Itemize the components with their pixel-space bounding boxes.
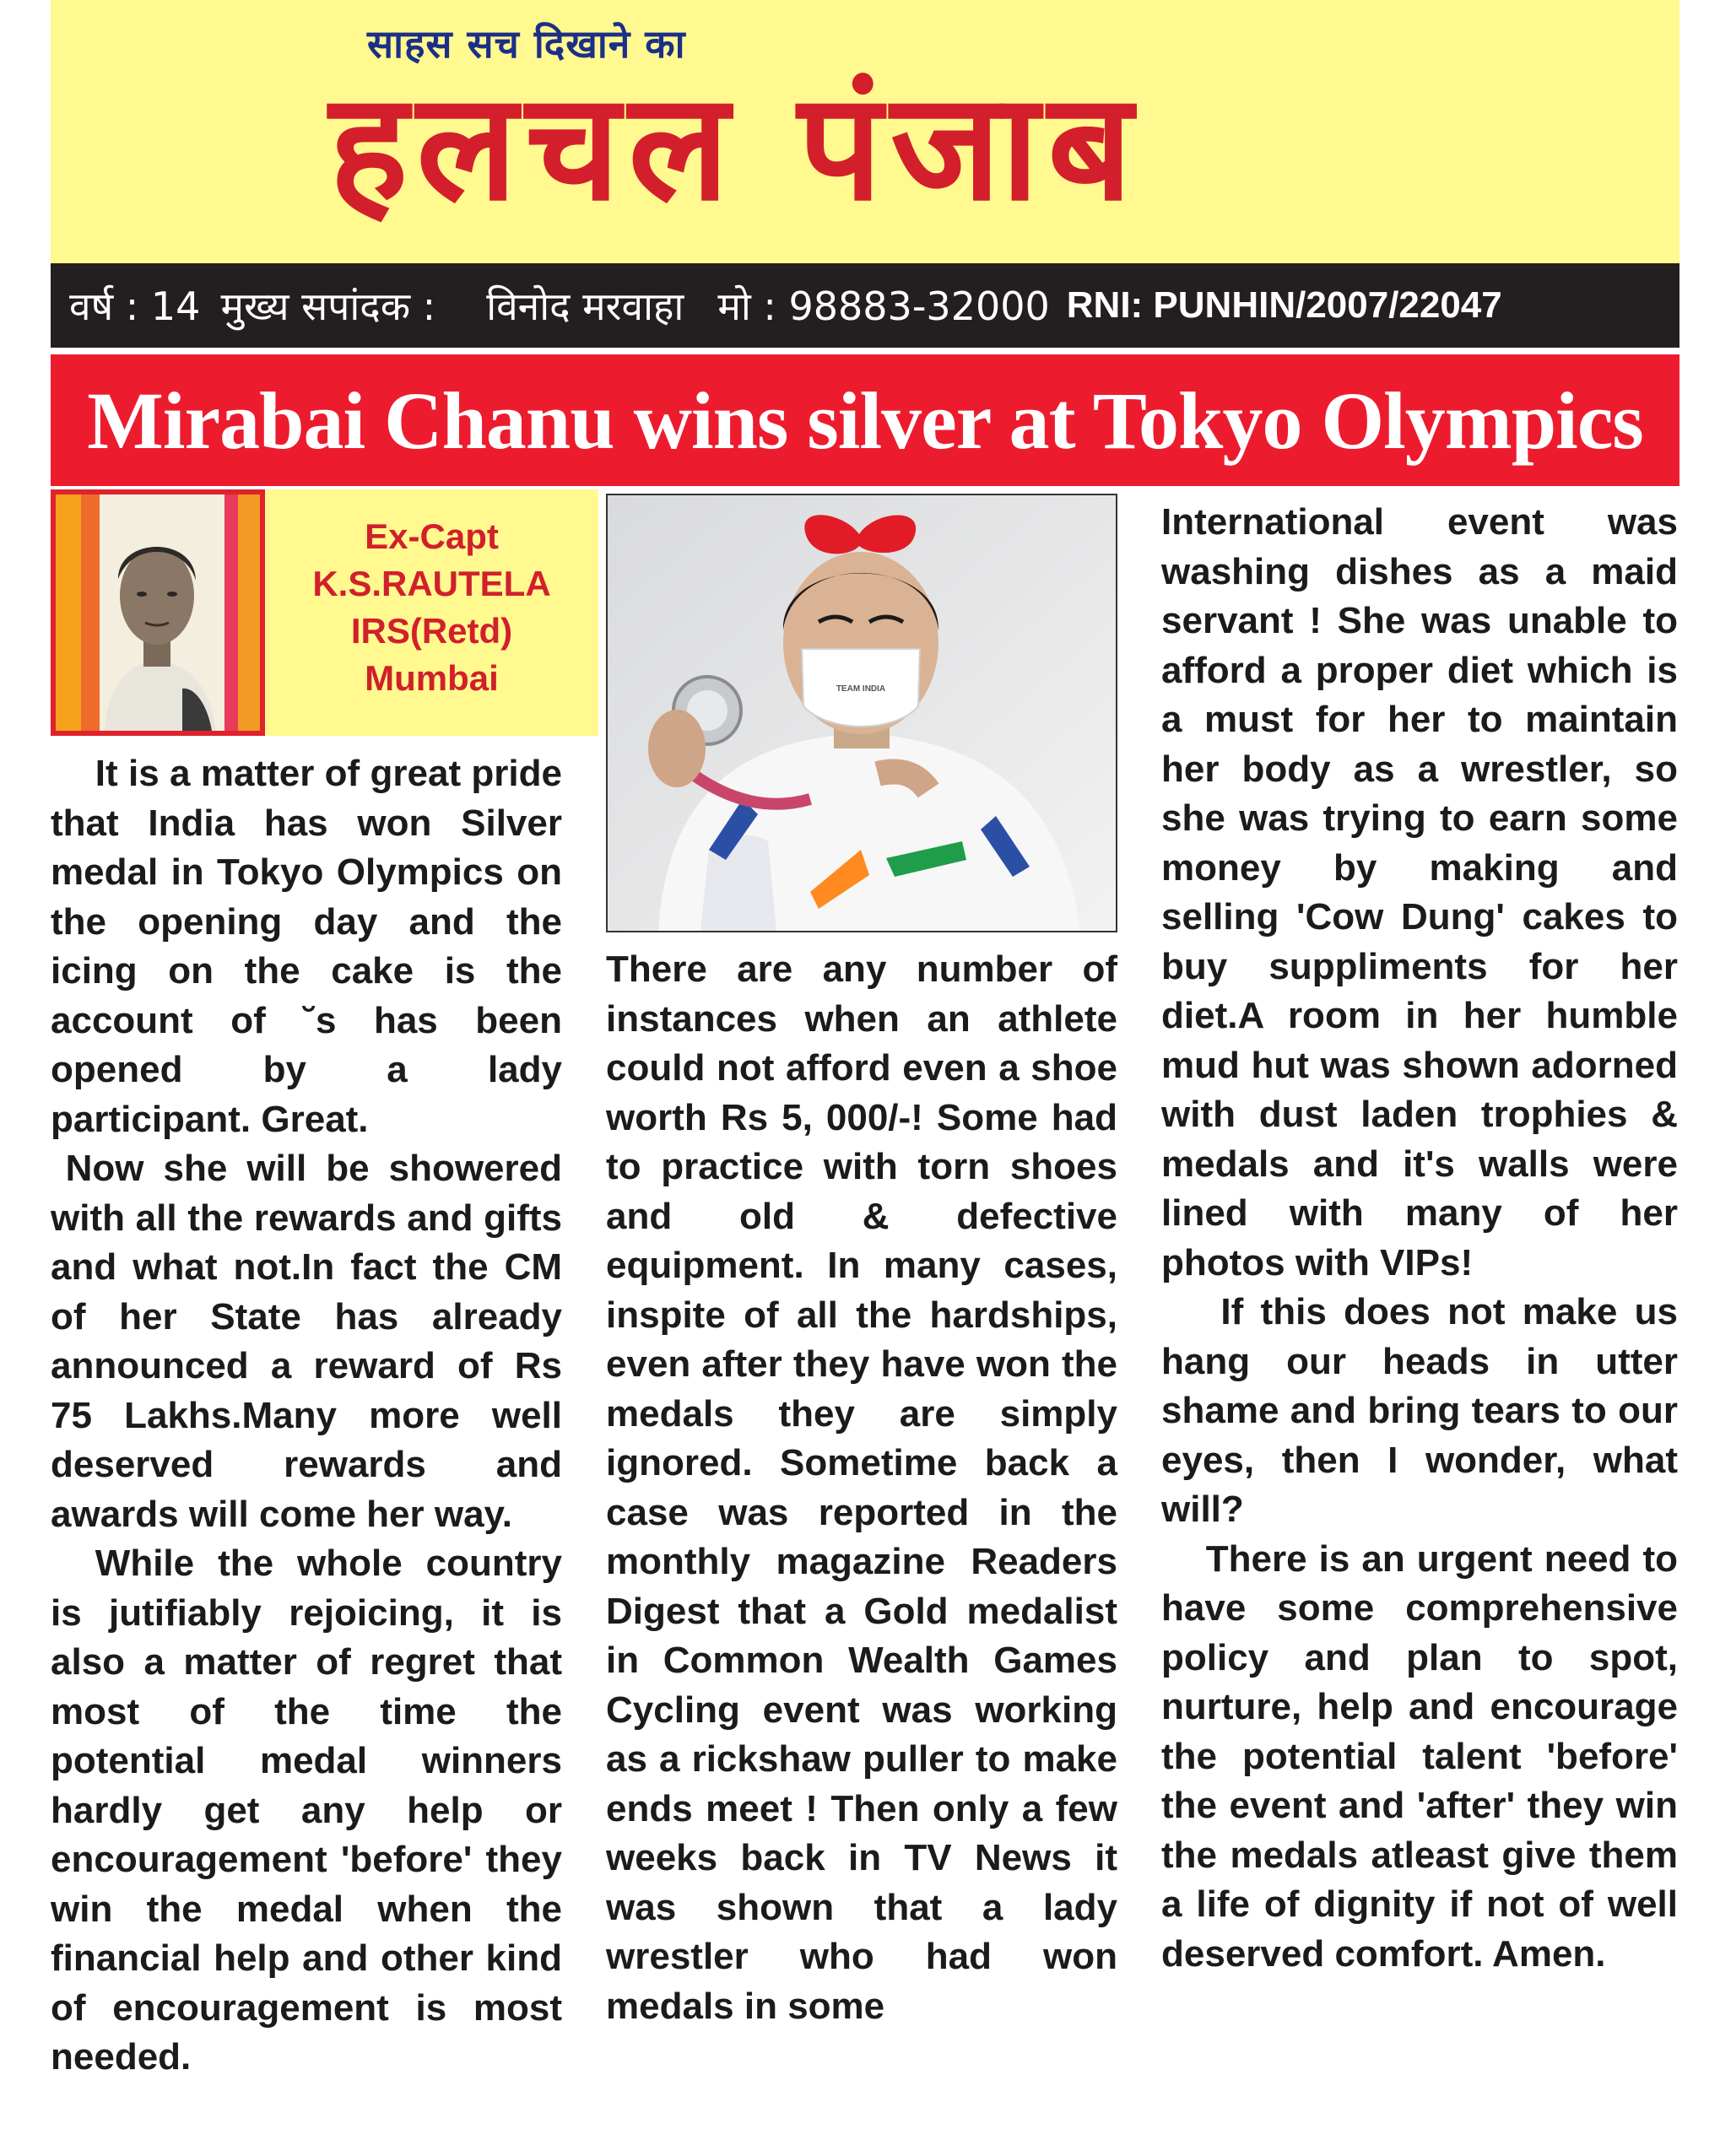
article-column-2 [606,945,1117,2031]
article-paragraph: Now she will be showered with all the rewards and gifts and what not.In fact the CM of her State has already announced a reward of Rs 75 Lakhs.Many more well deserved rewards and awards will come her way. [51,1148,562,1535]
athlete-photo-icon [608,495,1116,931]
tagline: साहस सच दिखाने का [367,21,686,67]
author-credit [265,489,598,736]
author-title: Ex-Capt [365,516,499,556]
newspaper-title: हलचल पंजाब [329,61,1141,234]
article-paragraph: There are any number of instances when an athlete could not afford even a shoe worth Rs 5, 000/-! Some had to practice with torn shoes and old & defective equipment. In many cases, inspite of all the hardships, even after they have won the medals they are simply ignored. Sometime back a case was reported in the monthly magazine Readers Digest that a Gold medalist in Common Wealth Games Cycling event was working as a rickshaw puller to make ends meet ! Then only a few weeks back in TV News it was shown that a lady wrestler who had won medals in some [606,948,1117,2027]
year-label: वर्ष : 14 [69,284,201,329]
headline: Mirabai Chanu wins silver at Tokyo Olympics [51,354,1679,486]
editor-name: विनोद मरवाहा [486,284,684,329]
article-paragraph: International event was washing dishes as a maid servant ! She was unable to afford a proper diet which is a must for her to maintain her body as a wrestler, so she was trying to earn some money by making and selling 'Cow Dung' cakes to buy suppliments for her diet.A room in her humble mud hut was shown adorned with dust laden trophies & medals and it's walls were lined with many of her photos with VIPs! [1161,501,1678,1283]
masthead [51,0,1679,263]
article-paragraph: If this does not make us hang our heads in utter shame and bring tears to our eyes, then I wonder, what will? [1161,1291,1678,1530]
rni-number: RNI: PUNHIN/2007/22047 [1066,284,1502,326]
article-paragraph: There is an urgent need to have some comprehensive policy and plan to spot, nurture, help and encourage the potential talent 'before' the event and 'after' they win the medals atleast give them a life of dignity if not of well deserved comfort. Amen. [1161,1537,1678,1975]
article-column-1 [51,749,562,2083]
article-column-3 [1161,498,1678,1979]
article-paragraph: It is a matter of great pride that India has won Silver medal in Tokyo Olympics on the opening day and the icing on the cake is the account of ˘s has been opened by a lady participant. Great. [51,753,562,1140]
author-designation: IRS(Retd) [350,611,513,651]
article-paragraph: While the whole country is jutifiably rejoicing, it is also a matter of regret that most of the time the potential medal winners hardly get any help or encouragement 'before' they win the medal when the financial help and other kind of encouragement is most needed. [51,1543,562,2078]
info-bar [51,263,1679,348]
svg-text:TEAM INDIA: TEAM INDIA [836,684,886,694]
editor-label: मुख्य सपांदक : [220,284,436,329]
phone-number: मो : 98883-32000 [717,284,1050,329]
author-photo [51,489,265,736]
author-portrait-icon [56,494,260,731]
author-name: K.S.RAUTELA [312,564,551,603]
article-photo [606,494,1117,932]
author-city: Mumbai [365,658,499,698]
